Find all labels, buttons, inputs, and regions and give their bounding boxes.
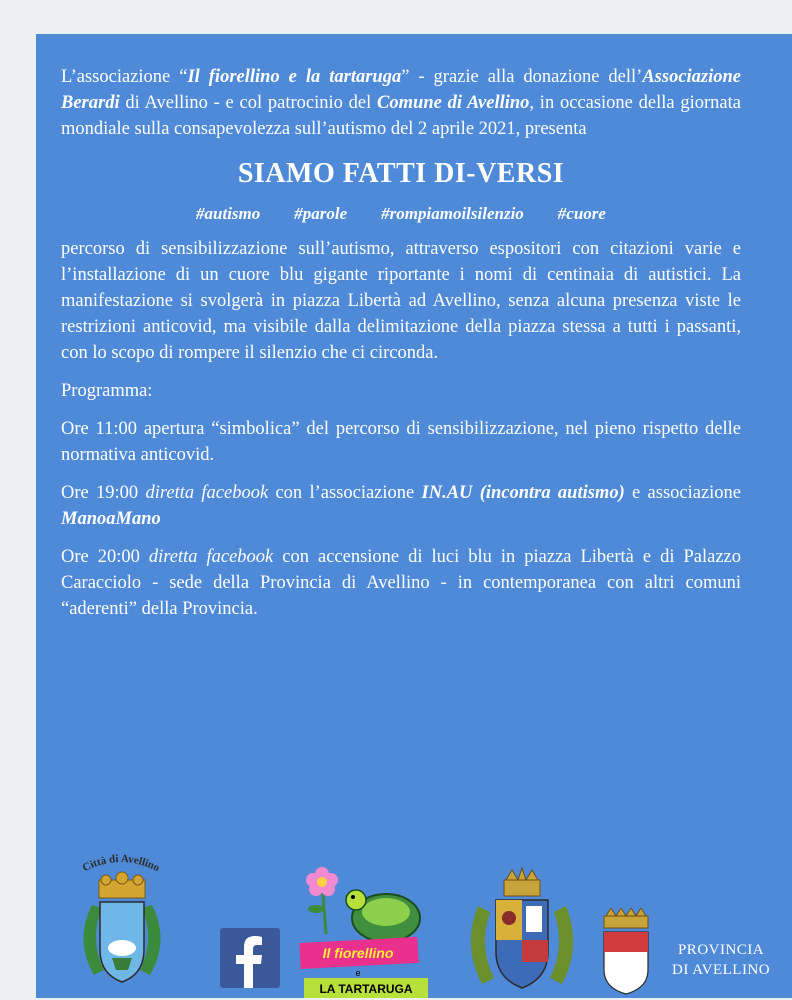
- hashtag: #autismo: [196, 204, 261, 223]
- svg-text:Città di Avellino: Città di Avellino: [80, 852, 162, 875]
- hashtag: #cuore: [557, 204, 606, 223]
- provincia-label: PROVINCIA DI AVELLINO: [672, 942, 771, 978]
- association-name: Il fiorellino e la tartaruga: [187, 67, 402, 87]
- poster: [36, 34, 792, 998]
- hashtag: #rompiamoilsilenzio: [381, 204, 524, 223]
- program-item-2: Ore 19:00 diretta facebook con l’associazione IN.AU (incontra autismo) e associazione ManoaMano: [61, 483, 742, 529]
- svg-text:e: e: [355, 968, 361, 978]
- province-emblem-icon: [598, 908, 654, 996]
- description-paragraph: percorso di sensibilizzazione sull’autismo, attraverso espositori con citazioni varie e l’installazione di un cuore blu gigante riportante i nomi di centinaia di autistici. La manifestazione si svolgerà in piazza Libertà ad Avellino, senza alcuna presenza viste le restrizioni anticovid, ma visibile dalla delimitazione della piazza stessa a tutti i passanti, con lo scopo di rompere il silenzio che ci circonda.: [61, 239, 741, 363]
- svg-text:LA TARTARUGA: LA TARTARUGA: [319, 982, 413, 996]
- facebook-icon: [220, 928, 280, 988]
- patron-name: Comune di Avellino: [377, 93, 530, 113]
- sponsor-logos: [36, 850, 792, 1000]
- intro-paragraph: L’associazione “Il fiorellino e la tartaruga” - grazie alla donazione dell’Associazione Berardi di Avellino - e col patrocinio del Comune di Avellino, in occasione della giornata mondiale sulla consapevolezza sull’autismo del 2 aprile 2021, presenta: [61, 67, 742, 139]
- event-title: SIAMO FATTI DI-VERSI: [237, 158, 565, 189]
- province-coat-of-arms-icon: [460, 866, 584, 1000]
- program-item-1: Ore 11:00 apertura “simbolica” del percorso di sensibilizzazione, nel pieno rispetto delle normativa anticovid.: [61, 419, 741, 465]
- city-of-avellino-crest-icon: [64, 850, 179, 1000]
- program-item-3: Ore 20:00 diretta facebook con accensione di luci blu in piazza Libertà e di Palazzo Caracciolo - sede della Provincia di Avellino - in contemporanea con altri comuni “aderenti” della Provincia.: [61, 547, 741, 619]
- sponsor-name: Associazione Berardi: [61, 67, 742, 113]
- hashtag-list: [61, 204, 741, 224]
- fiorellino-tartaruga-logo-icon: [298, 854, 448, 998]
- program-label: Programma:: [61, 381, 153, 401]
- hashtag: #parole: [294, 204, 348, 223]
- svg-text:Il fiorellino: Il fiorellino: [322, 945, 394, 961]
